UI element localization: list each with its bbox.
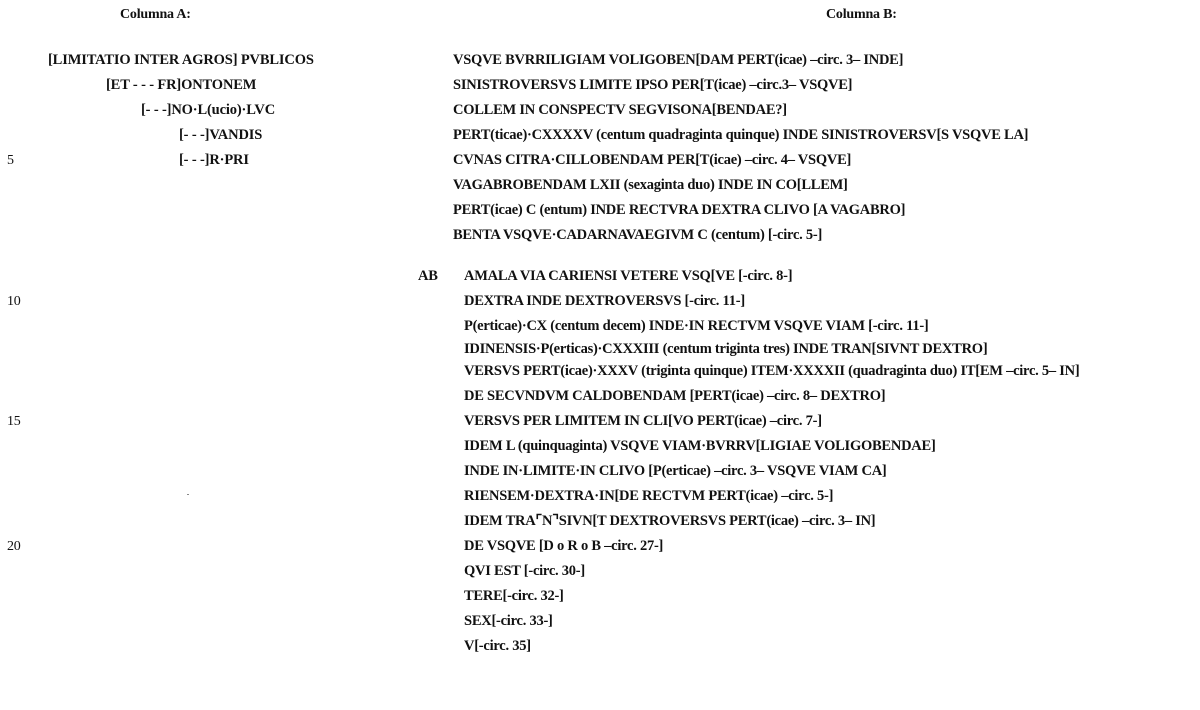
column-b-line	[0, 534, 1200, 559]
column-b-text: IDINENSIS·P(erticas)·CXXXIII (centum triginta tres) INDE TRAN[SIVNT DEXTRO]	[464, 341, 988, 357]
column-b-line	[0, 264, 1200, 289]
column-a-text: [- - -]NO·L(ucio)·LVC	[141, 102, 276, 118]
column-a-text: [ET - - - FR]ONTONEM	[106, 77, 257, 93]
column-b-text: QVI EST [-circ. 30-]	[464, 563, 585, 579]
line-number: 10	[7, 294, 21, 309]
column-a-heading: Columna A:	[120, 7, 191, 22]
column-b-text: PERT(icae) C (entum) INDE RECTVRA DEXTRA CLIVO [A VAGABRO]	[453, 202, 906, 218]
line-number: 5	[7, 153, 14, 168]
column-b-line	[0, 289, 1200, 314]
column-b	[0, 48, 1200, 659]
column-b-text: SEX[-circ. 33-]	[464, 613, 553, 629]
column-b-line	[0, 409, 1200, 434]
column-b-line	[0, 584, 1200, 609]
column-b-text: VSQVE BVRRILIGIAM VOLIGOBEN[DAM PERT(icae) –circ. 3– INDE]	[453, 52, 904, 68]
column-b-text: VERSVS PER LIMITEM IN CLI[VO PERT(icae) –circ. 7-]	[464, 413, 822, 429]
column-b-line	[0, 73, 1200, 98]
column-b-line	[0, 173, 1200, 198]
column-b-text: SINISTROVERSVS LIMITE IPSO PER[T(icae) –circ.3– VSQVE]	[453, 77, 853, 93]
column-b-text: BENTA VSQVE·CADARNAVAEGIVM C (centum) [-circ. 5-]	[453, 227, 823, 243]
section-marker: AB	[418, 268, 438, 284]
column-b-line	[0, 223, 1200, 248]
column-b-text: VERSVS PERT(icae)·XXXV (triginta quinque) ITEM·XXXXII (quadraginta duo) IT[EM –circ. 5– IN]	[464, 363, 1080, 379]
column-b-heading: Columna B:	[826, 7, 897, 22]
column-b-text: PERT(ticae)·CXXXXV (centum quadraginta quinque) INDE SINISTROVERSV[S VSQVE LA]	[453, 127, 1029, 143]
column-b-text: IDEM L (quinquaginta) VSQVE VIAM·BVRRV[LIGIAE VOLIGOBENDAE]	[464, 438, 936, 454]
column-b-line	[0, 123, 1200, 148]
section-gap	[0, 248, 1200, 264]
column-b-text: INDE IN·LIMITE·IN CLIVO [P(erticae) –circ. 3– VSQVE VIAM CA]	[464, 463, 887, 479]
column-b-line	[0, 314, 1200, 339]
column-b-text: V[-circ. 35]	[464, 638, 531, 654]
column-b-line	[0, 434, 1200, 459]
column-b-line	[0, 339, 1200, 359]
column-b-line	[0, 198, 1200, 223]
column-b-line	[0, 484, 1200, 509]
column-b-line	[0, 48, 1200, 73]
column-b-line	[0, 148, 1200, 173]
column-b-line	[0, 634, 1200, 659]
column-b-text: CVNAS CITRA·CILLOBENDAM PER[T(icae) –circ. 4– VSQVE]	[453, 152, 852, 168]
column-b-text: DE VSQVE [D o R o B –circ. 27-]	[464, 538, 664, 554]
column-a-text: [LIMITATIO INTER AGROS] PVBLICOS	[48, 52, 314, 68]
column-b-text: VAGABROBENDAM LXII (sexaginta duo) INDE IN CO[LLEM]	[453, 177, 848, 193]
column-b-line	[0, 559, 1200, 584]
stray-mark	[187, 494, 189, 495]
column-b-text: RIENSEM·DEXTRA·IN[DE RECTVM PERT(icae) –circ. 5-]	[464, 488, 834, 504]
column-b-text: P(erticae)·CX (centum decem) INDE·IN RECTVM VSQVE VIAM [-circ. 11-]	[464, 318, 929, 334]
column-b-text: DEXTRA INDE DEXTROVERSVS [-circ. 11-]	[464, 293, 745, 309]
column-b-text: DE SECVNDVM CALDOBENDAM [PERT(icae) –circ. 8– DEXTRO]	[464, 388, 886, 404]
column-b-text: COLLEM IN CONSPECTV SEGVISONA[BENDAE?]	[453, 102, 787, 118]
column-b-text: AMALA VIA CARIENSI VETERE VSQ[VE [-circ. 8-]	[464, 268, 793, 284]
column-b-text: IDEM TRA⌜N⌝SIVN[T DEXTROVERSVS PERT(icae) –circ. 3– IN]	[464, 513, 876, 529]
column-a-text: [- - -]R·PRI	[179, 152, 249, 168]
column-b-line	[0, 384, 1200, 409]
column-b-line	[0, 459, 1200, 484]
column-b-line	[0, 609, 1200, 634]
column-b-text: TERE[-circ. 32-]	[464, 588, 564, 604]
column-b-line	[0, 359, 1200, 384]
line-number: 15	[7, 414, 21, 429]
column-b-line	[0, 98, 1200, 123]
line-number: 20	[7, 539, 21, 554]
column-a-text: [- - -]VANDIS	[179, 127, 263, 143]
column-b-line	[0, 509, 1200, 534]
